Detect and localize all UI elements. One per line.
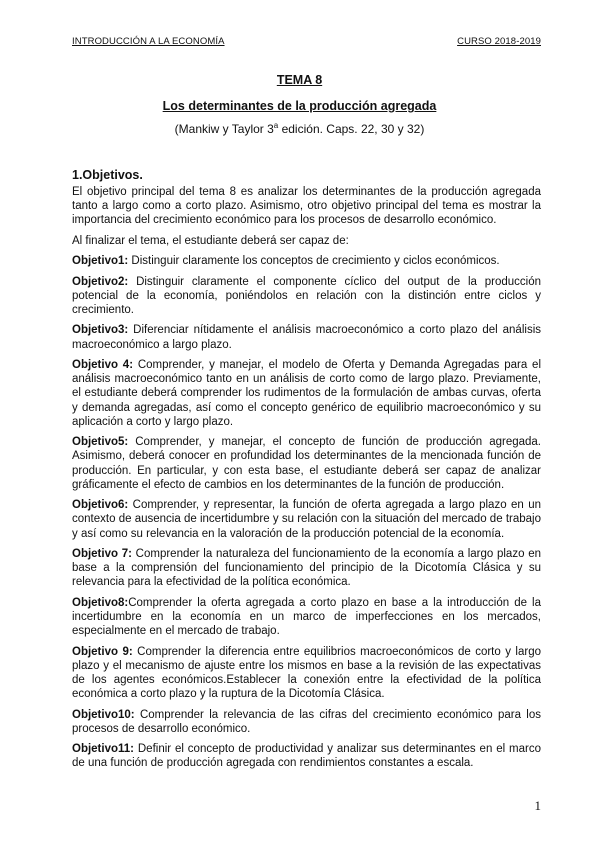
objective-text: Distinguir claramente el componente cíclico del output de la producción potencial de la economía, poniéndolos en relación con la distinción entre ciclos y crecimiento. bbox=[72, 275, 541, 316]
page-subtitle: Los determinantes de la producción agregada bbox=[162, 99, 437, 113]
objective-label: Objetivo 7: bbox=[72, 547, 132, 560]
objective-paragraph bbox=[72, 435, 541, 492]
document-body bbox=[72, 185, 541, 777]
running-header bbox=[72, 36, 541, 50]
objective-text: Comprender la oferta agregada a corto plazo en base a la introducción de la incertidumbre en la economía en un marco de imperfecciones en los mercados, especialmente en el mercado de trabajo. bbox=[72, 596, 541, 638]
section-heading: 1.Objetivos. bbox=[72, 168, 143, 182]
objective-text: Comprender, y manejar, el modelo de Oferta y Demanda Agregadas para el análisis macroeconómico tanto en un análisis de corto como de largo plazo. Previamente, el estudiante deberá comprender los rudimentos de la formulación de ambas curvas, oferta y demanda agregadas, así como el concepto genérico de equilibrio macroeconómico y su aplicación a corto y largo plazo. bbox=[72, 358, 541, 428]
objective-label: Objetivo 4: bbox=[72, 358, 134, 371]
objective-paragraph bbox=[72, 708, 541, 736]
objective-paragraph bbox=[72, 596, 541, 639]
intro-paragraph: El objetivo principal del tema 8 es analizar los determinantes de la producción agregada tanto a largo como a corto plazo. Asimismo, otro objetivo principal del tema es mostrar la importancia del crecimiento económico para los procesos de desarrollo económico. bbox=[72, 186, 541, 227]
reference-prefix: (Mankiw y Taylor 3 bbox=[174, 122, 274, 136]
header-course-title: INTRODUCCIÓN A LA ECONOMÍA bbox=[72, 36, 225, 47]
objective-label: Objetivo 9: bbox=[72, 645, 133, 658]
page-number: 1 bbox=[534, 798, 541, 813]
intro-lead-paragraph: Al finalizar el tema, el estudiante deberá ser capaz de: bbox=[72, 234, 349, 247]
objective-text: Distinguir claramente los conceptos de crecimiento y ciclos económicos. bbox=[128, 255, 500, 268]
objective-label: Objetivo8: bbox=[72, 596, 129, 609]
objective-label: Objetivo1: bbox=[72, 255, 129, 268]
objective-text: Comprender, y representar, la función de oferta agregada a largo plazo en un contexto de ausencia de incertidumbre y su relación con la situación del mercado de trabajo y así como su relevancia en la valoración de la producción potencial de la economía. bbox=[72, 499, 541, 540]
objective-paragraph bbox=[72, 498, 541, 541]
bibliographic-reference bbox=[0, 121, 599, 136]
objective-text: Comprender la diferencia entre equilibrios macroeconómicos de corto y largo plazo y el mecanismo de ajuste entre los mismos en base a la revisión de las expectativas de los agentes económicos.Establecer la conexión entre la efectividad de la política económica a corto plazo y la ruptura de la Dicotomía Clásica. bbox=[72, 645, 541, 701]
objective-paragraph bbox=[72, 742, 541, 770]
header-course-year: CURSO 2018-2019 bbox=[457, 36, 541, 47]
objective-text: Diferenciar nítidamente el análisis macroeconómico a corto plazo del análisis macroeconómico a largo plazo. bbox=[72, 324, 541, 351]
reference-suffix: edición. Caps. 22, 30 y 32) bbox=[278, 122, 425, 136]
objective-text: Comprender la naturaleza del funcionamiento de la economía a largo plazo en base a la comprensión del funcionamiento del principio de la Dicotomía Clásica y su relevancia para la efectividad de la política económica. bbox=[72, 547, 541, 589]
objective-label: Objetivo11: bbox=[72, 743, 134, 756]
objective-label: Objetivo5: bbox=[72, 436, 129, 449]
objective-text: Comprender, y manejar, el concepto de función de producción agregada. Asimismo, deberá conocer en profundidad los determinantes de la mencionada función de producción. En particular, y con esta base, el estudiante deberá ser capaz de analizar gráficamente el efecto de cambios en los determinantes de la función de producción. bbox=[72, 436, 541, 491]
objective-paragraph bbox=[72, 323, 541, 351]
objective-label: Objetivo10: bbox=[72, 708, 135, 721]
objective-text: Comprender la relevancia de las cifras del crecimiento económico para los procesos de desarrollo económico. bbox=[72, 708, 541, 735]
objective-paragraph bbox=[72, 358, 541, 429]
objective-paragraph bbox=[72, 645, 541, 702]
objective-paragraph bbox=[72, 547, 541, 590]
objective-text: Definir el concepto de productividad y analizar sus determinantes en el marco de una función de producción agregada con rendimientos constantes a escala. bbox=[72, 743, 541, 770]
objective-paragraph bbox=[72, 275, 541, 318]
objective-paragraph bbox=[72, 254, 541, 268]
reference-superscript: a bbox=[273, 121, 279, 130]
objective-label: Objetivo6: bbox=[72, 499, 129, 512]
objective-label: Objetivo2: bbox=[72, 275, 129, 288]
page-title: TEMA 8 bbox=[276, 73, 323, 87]
objective-label: Objetivo3: bbox=[72, 324, 129, 337]
